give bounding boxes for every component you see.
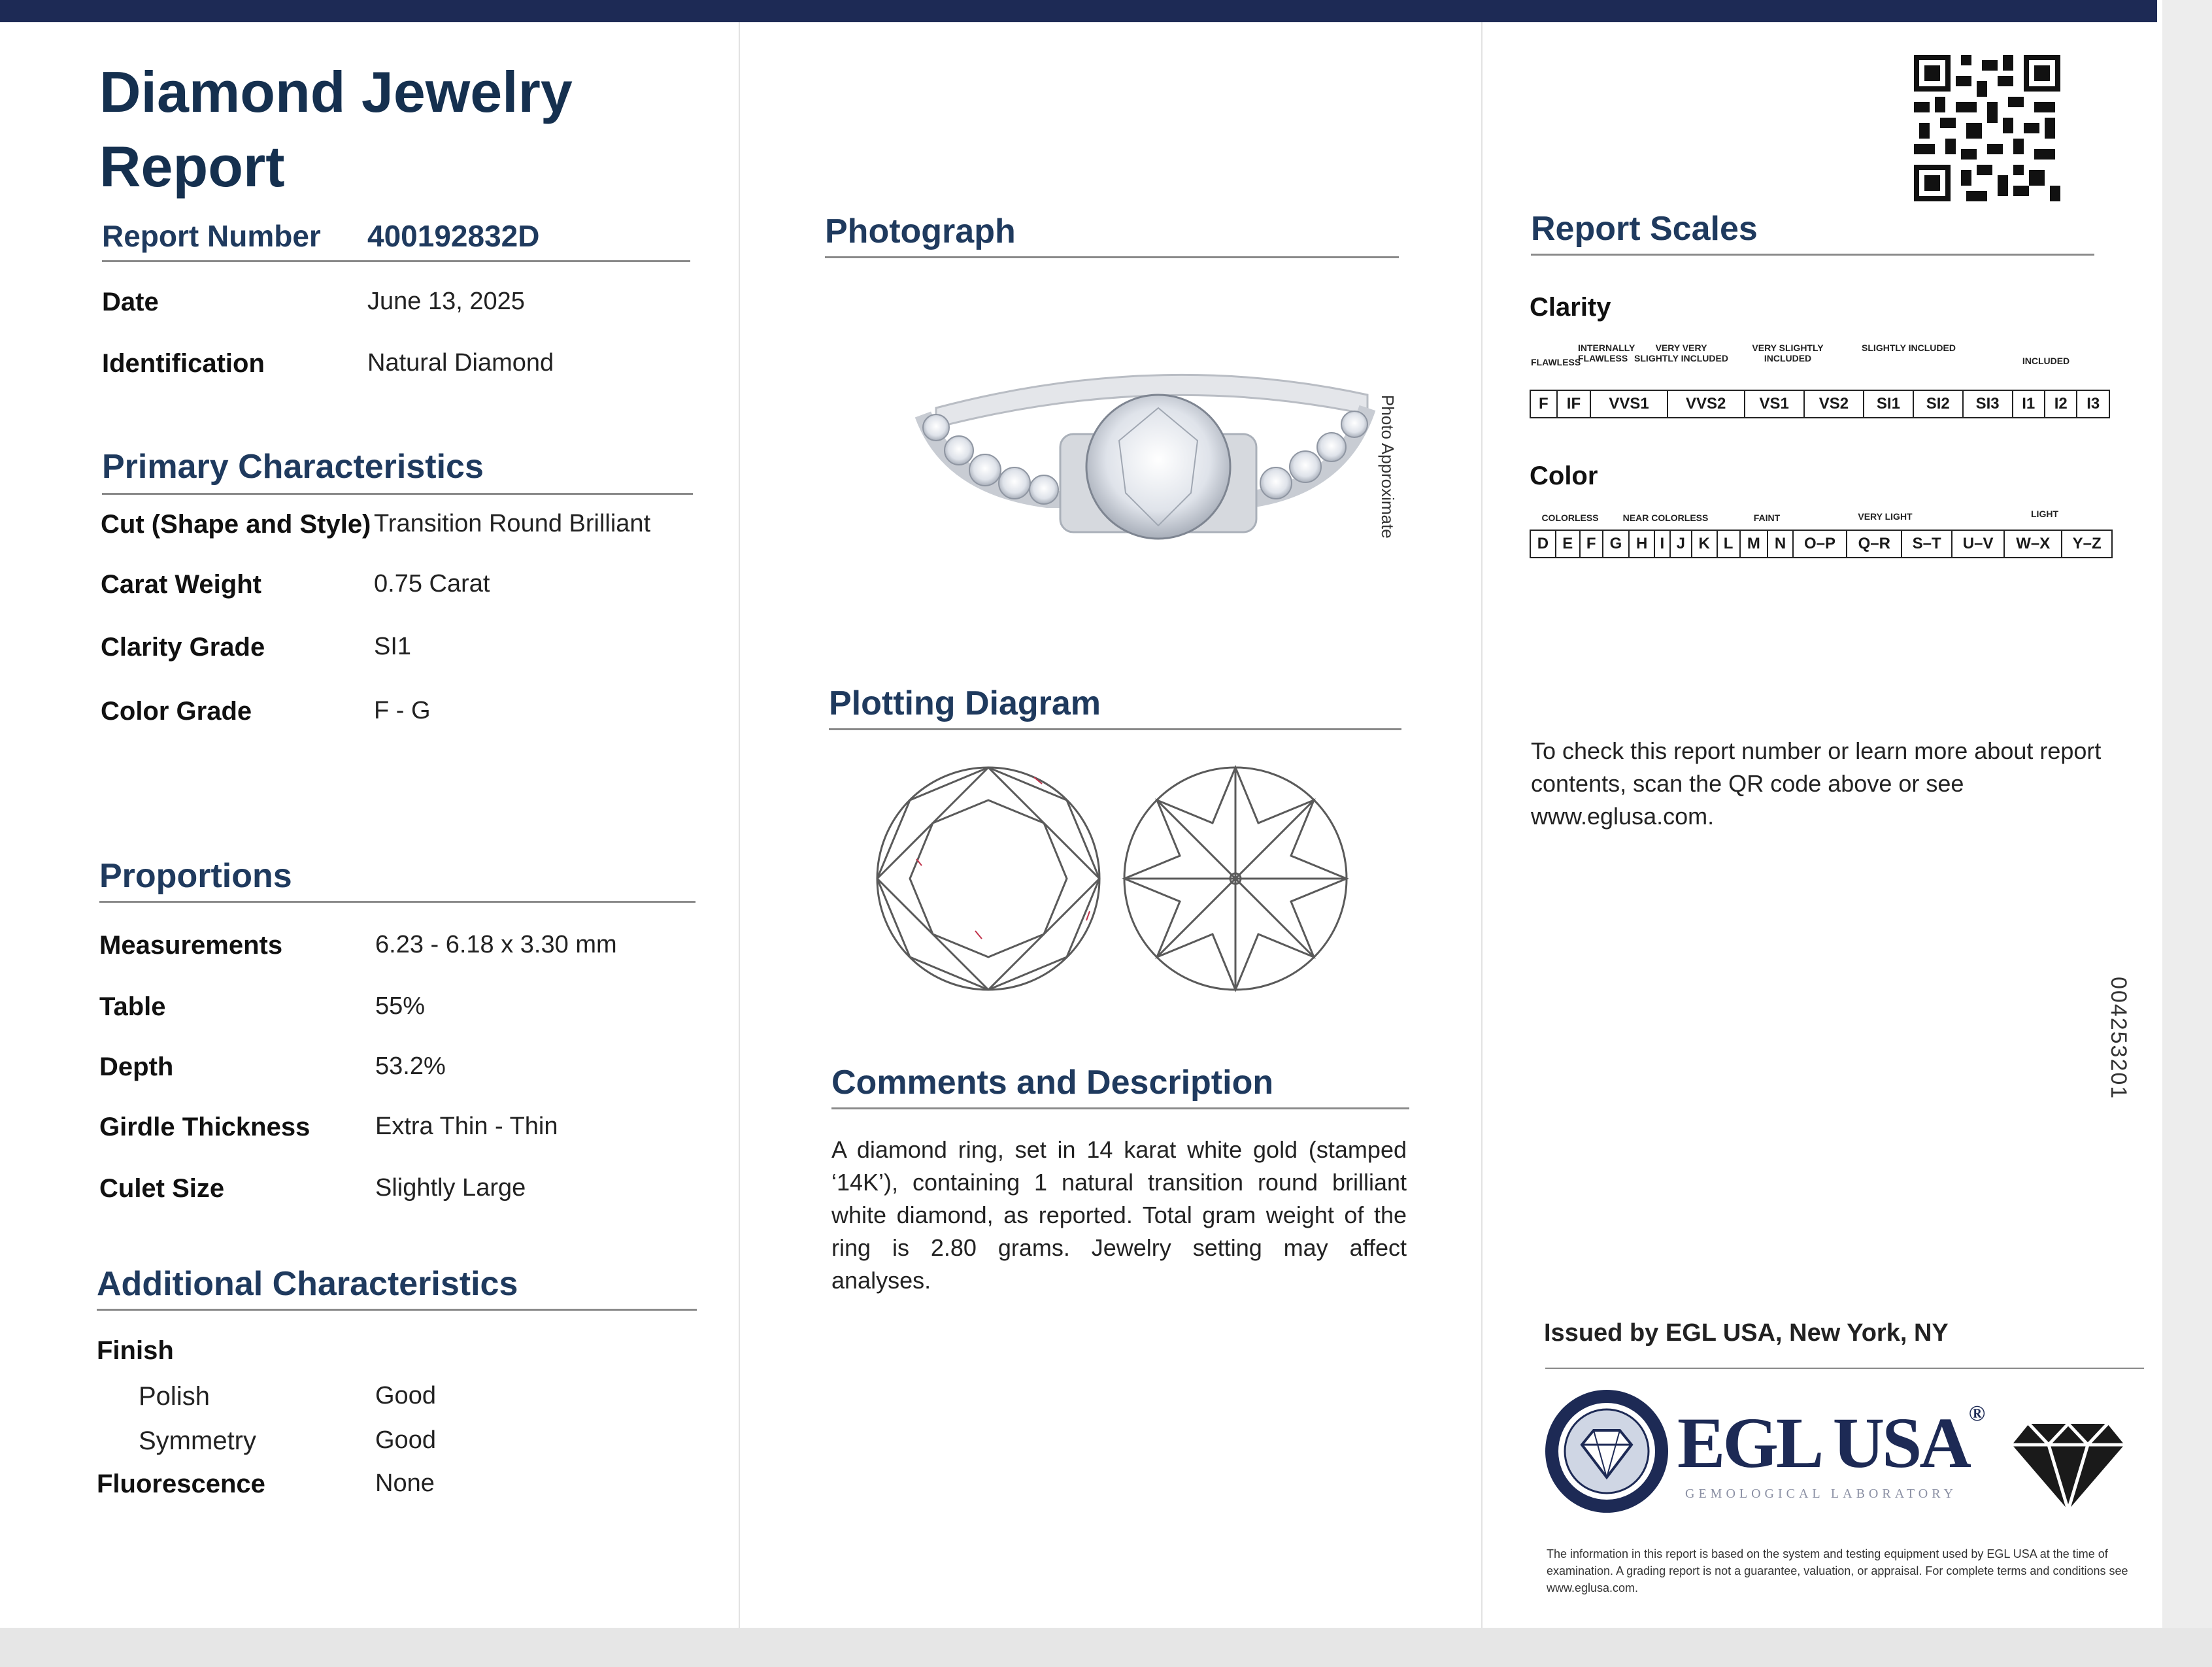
- color-group-very-light: VERY LIGHT: [1858, 511, 1913, 522]
- date-label: Date: [102, 288, 159, 316]
- report-number-label: Report Number: [102, 219, 321, 253]
- primary-heading: Primary Characteristics: [102, 448, 484, 486]
- diamond-logo-icon: [2009, 1421, 2127, 1513]
- brand-name: EGL USA: [1677, 1403, 1969, 1483]
- clarity-grade: I2: [2045, 390, 2077, 418]
- color-grade: M: [1740, 530, 1768, 558]
- rule-photograph: [825, 256, 1399, 258]
- proportions-heading: Proportions: [99, 857, 292, 895]
- color-grade: Q–R: [1847, 530, 1902, 558]
- date-value: June 13, 2025: [367, 288, 525, 315]
- clarity-scale-heading: Clarity: [1530, 293, 1611, 322]
- measurements-label: Measurements: [99, 931, 283, 960]
- cut-label: Cut (Shape and Style): [101, 510, 371, 539]
- clarity-grade: SI3: [1963, 390, 2013, 418]
- identification-value: Natural Diamond: [367, 349, 554, 377]
- color-grade: E: [1556, 530, 1580, 558]
- report-title: [99, 55, 573, 204]
- polish-value: Good: [375, 1382, 436, 1409]
- scan-edge-right: [2162, 0, 2212, 1667]
- rule-comments: [831, 1107, 1409, 1109]
- color-scale-table: [1530, 530, 2113, 558]
- rule-issued: [1545, 1368, 2144, 1369]
- issued-by: Issued by EGL USA, New York, NY: [1544, 1319, 1949, 1347]
- rule-report-number: [102, 260, 690, 262]
- clarity-group-flawless: FLAWLESS: [1531, 357, 1581, 367]
- color-value: F - G: [374, 697, 431, 724]
- diamond-pavilion-diagram: [1118, 761, 1353, 996]
- brand-registered-mark: ®: [1968, 1402, 1983, 1426]
- check-report-text: To check this report number or learn more about report contents, scan the QR code above or see www.eglusa.com.: [1531, 737, 2102, 830]
- color-scale-heading: Color: [1530, 462, 1598, 490]
- scan-edge-bottom: [0, 1628, 2212, 1667]
- color-grade: I: [1654, 530, 1670, 558]
- rule-additional: [97, 1309, 697, 1311]
- symmetry-label: Symmetry: [139, 1426, 256, 1455]
- color-grade: H: [1629, 530, 1654, 558]
- scales-heading: Report Scales: [1531, 210, 1758, 248]
- table-label: Table: [99, 992, 166, 1021]
- clarity-label: Clarity Grade: [101, 633, 265, 662]
- comments-text: A diamond ring, set in 14 karat white gold (stamped ‘14K’), containing 1 natural transition round brilliant white diamond, as reported. Total gram weight of the ring is 2.80 grams. Jewelry setting may affect analyses.: [831, 1136, 1407, 1294]
- table-value: 55%: [375, 992, 426, 1020]
- depth-value: 53.2%: [375, 1052, 446, 1080]
- girdle-value: Extra Thin - Thin: [375, 1113, 558, 1140]
- clarity-group-vs: VERY SLIGHTLY INCLUDED: [1752, 343, 1824, 363]
- right-panel: [1483, 22, 2162, 1628]
- rule-proportions: [99, 901, 695, 903]
- color-grade: W–X: [2004, 530, 2062, 558]
- photo-approximate-note: Photo Approximate: [1378, 395, 1398, 539]
- report-title-line2: Report: [99, 134, 285, 199]
- color-grade: O–P: [1793, 530, 1847, 558]
- measurements-value: 6.23 - 6.18 x 3.30 mm: [375, 931, 617, 958]
- rule-primary: [102, 493, 693, 495]
- color-group-colorless: COLORLESS: [1541, 513, 1599, 523]
- color-grade: F: [1580, 530, 1603, 558]
- symmetry-value: Good: [375, 1426, 436, 1454]
- clarity-grade: VS2: [1804, 390, 1864, 418]
- clarity-grade: F: [1530, 390, 1557, 418]
- diamond-crown-diagram: [871, 761, 1106, 996]
- color-group-near-colorless: NEAR COLORLESS: [1622, 513, 1709, 523]
- clarity-grade: VVS1: [1590, 390, 1667, 418]
- girdle-label: Girdle Thickness: [99, 1113, 310, 1141]
- culet-value: Slightly Large: [375, 1174, 526, 1202]
- color-grade: S–T: [1902, 530, 1952, 558]
- clarity-group-vvs: VERY VERY SLIGHTLY INCLUDED: [1634, 343, 1728, 363]
- left-panel: [14, 22, 740, 1628]
- color-grade: Y–Z: [2062, 530, 2112, 558]
- rule-scales: [1531, 254, 2094, 256]
- color-label: Color Grade: [101, 697, 252, 726]
- fluorescence-value: None: [375, 1470, 435, 1497]
- clarity-scale-table: [1530, 390, 2110, 418]
- color-group-faint: FAINT: [1753, 513, 1781, 523]
- clarity-grade: I3: [2077, 390, 2109, 418]
- report-title-line1: Diamond Jewelry: [99, 59, 573, 124]
- polish-label: Polish: [139, 1382, 210, 1411]
- color-grade: J: [1670, 530, 1692, 558]
- culet-label: Culet Size: [99, 1174, 225, 1203]
- carat-label: Carat Weight: [101, 570, 261, 599]
- clarity-group-if: INTERNALLY FLAWLESS: [1578, 343, 1635, 363]
- report-number-value: 400192832D: [367, 219, 540, 253]
- comments-heading: Comments and Description: [831, 1064, 1274, 1102]
- clarity-value: SI1: [374, 633, 412, 660]
- additional-heading: Additional Characteristics: [97, 1265, 518, 1303]
- color-grade: N: [1768, 530, 1793, 558]
- fluorescence-label: Fluorescence: [97, 1470, 265, 1498]
- color-grade: D: [1530, 530, 1556, 558]
- qr-code-icon: [1914, 55, 2060, 201]
- color-grade: K: [1692, 530, 1717, 558]
- clarity-group-included: INCLUDED: [2022, 356, 2070, 366]
- color-grade: L: [1717, 530, 1740, 558]
- clarity-grade: SI1: [1864, 390, 1913, 418]
- egl-usa-brand: [1677, 1402, 1983, 1485]
- egl-seal-icon: [1543, 1387, 1671, 1515]
- color-grade: U–V: [1952, 530, 2004, 558]
- depth-label: Depth: [99, 1052, 174, 1081]
- top-border: [0, 0, 2157, 22]
- plotting-heading: Plotting Diagram: [829, 684, 1101, 722]
- carat-value: 0.75 Carat: [374, 570, 490, 598]
- color-grade: G: [1603, 530, 1630, 558]
- finish-label: Finish: [97, 1336, 174, 1365]
- clarity-grade: VVS2: [1667, 390, 1745, 418]
- rule-plotting: [829, 728, 1401, 730]
- identification-label: Identification: [102, 349, 265, 378]
- photograph-heading: Photograph: [825, 212, 1016, 250]
- clarity-grade: I1: [2013, 390, 2045, 418]
- ring-photo: [910, 336, 1407, 558]
- clarity-grade: IF: [1557, 390, 1591, 418]
- brand-subtitle: GEMOLOGICAL LABORATORY: [1685, 1487, 1957, 1501]
- clarity-grade: SI2: [1913, 390, 1963, 418]
- middle-panel: [740, 22, 1483, 1628]
- cut-value: Transition Round Brilliant: [374, 510, 651, 537]
- color-group-light: LIGHT: [2031, 509, 2058, 519]
- clarity-grade: VS1: [1745, 390, 1804, 418]
- serial-number: 004253201: [2106, 977, 2131, 1100]
- disclaimer-text: The information in this report is based on the system and testing equipment used by EGL USA at the time of examination. A grading report is not a guarantee, valuation, or appraisal. For complete terms and conditions see www.eglusa.com.: [1547, 1547, 2128, 1594]
- clarity-group-si: SLIGHTLY INCLUDED: [1862, 343, 1956, 353]
